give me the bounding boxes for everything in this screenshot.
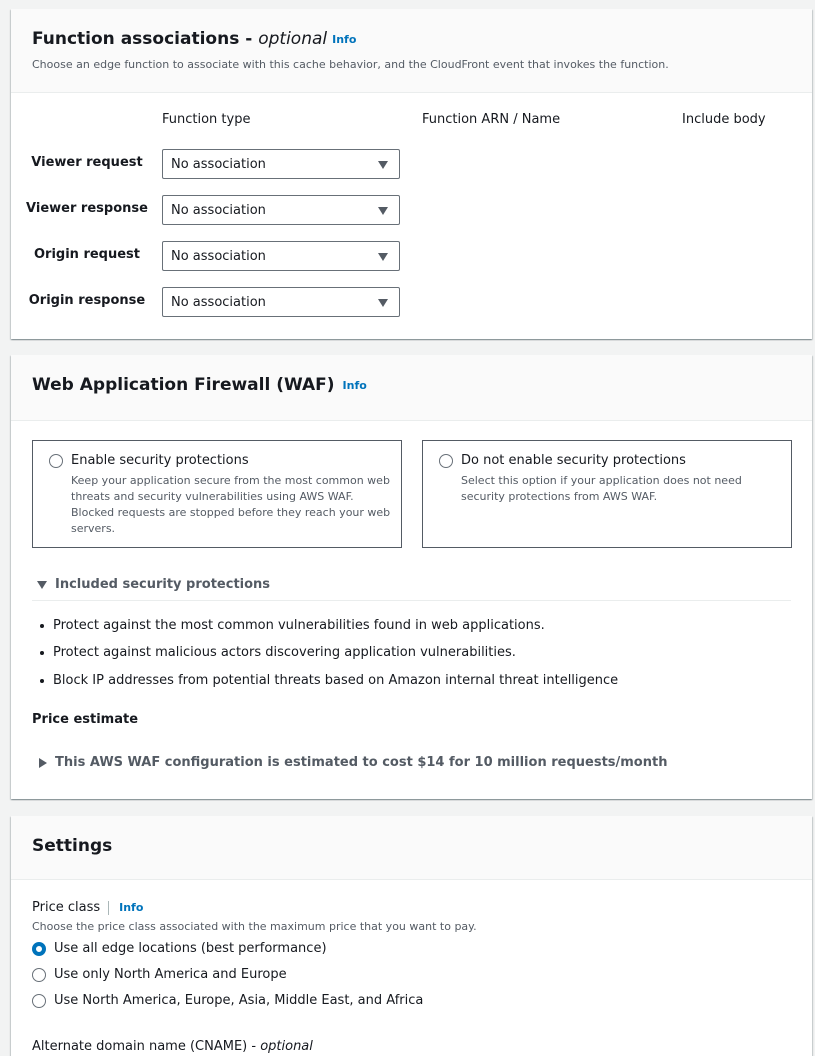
function-associations-title-text: Function associations -	[32, 29, 259, 49]
viewer-request-select-value: No association	[171, 157, 266, 172]
settings-panel	[11, 816, 812, 1056]
caret-down-icon	[378, 207, 388, 215]
cname-label-text: Alternate domain name (CNAME) -	[32, 1039, 261, 1054]
settings-title: Settings	[32, 836, 113, 856]
viewer-response-select-value: No association	[171, 203, 266, 218]
disable-security-description: Select this option if your application does not need security protections from AWS WAF.	[461, 474, 742, 503]
caret-right-icon[interactable]	[39, 758, 47, 768]
bullet-icon	[40, 624, 44, 628]
column-function-arn: Function ARN / Name	[422, 112, 561, 127]
included-protections-divider	[32, 600, 791, 601]
included-item	[38, 673, 618, 688]
price-class-na-eu-label[interactable]: Use only North America and Europe	[54, 967, 287, 982]
row-label-origin-request: Origin request	[33, 247, 141, 262]
viewer-request-select[interactable]	[162, 149, 400, 179]
price-class-info-link[interactable]: Info	[119, 901, 144, 914]
price-class-label	[32, 900, 143, 915]
waf-panel	[11, 355, 812, 799]
included-item-text: Protect against the most common vulnerabilities found in web applications.	[53, 618, 545, 633]
settings-header	[11, 816, 812, 880]
price-class-na-eu-asia-radio[interactable]	[32, 994, 46, 1008]
disable-security-tile[interactable]	[422, 440, 792, 548]
origin-response-select-value: No association	[171, 295, 266, 310]
waf-header	[11, 355, 812, 421]
function-associations-header	[11, 9, 812, 93]
bullet-icon	[40, 651, 44, 655]
column-include-body: Include body	[682, 112, 766, 127]
bullet-icon	[40, 679, 44, 683]
origin-response-select[interactable]	[162, 287, 400, 317]
price-estimate-toggle[interactable]: This AWS WAF configuration is estimated to cost $14 for 10 million requests/month	[55, 755, 668, 770]
separator	[108, 901, 109, 915]
included-protections-toggle[interactable]: Included security protections	[55, 577, 271, 592]
enable-security-title: Enable security protections	[71, 453, 249, 468]
price-class-all-radio[interactable]	[32, 942, 46, 956]
enable-security-radio[interactable]	[49, 454, 63, 468]
cname-optional: optional	[260, 1039, 313, 1054]
function-associations-panel	[11, 9, 812, 339]
viewer-response-select[interactable]	[162, 195, 400, 225]
included-item-text: Protect against malicious actors discovering application vulnerabilities.	[53, 645, 516, 660]
included-item-text: Block IP addresses from potential threats based on Amazon internal threat intelligence	[53, 673, 619, 688]
cname-label	[32, 1039, 313, 1054]
row-label-origin-response: Origin response	[28, 293, 146, 308]
enable-security-tile[interactable]	[32, 440, 402, 548]
origin-request-select[interactable]	[162, 241, 400, 271]
disable-security-title: Do not enable security protections	[461, 453, 686, 468]
caret-down-icon	[378, 161, 388, 169]
included-item	[38, 645, 516, 660]
waf-title	[32, 375, 367, 395]
caret-down-icon	[378, 299, 388, 307]
column-function-type: Function type	[162, 112, 251, 127]
function-associations-optional: optional	[258, 29, 328, 49]
price-class-na-eu-radio[interactable]	[32, 968, 46, 982]
function-associations-info-link[interactable]: Info	[332, 32, 357, 46]
price-class-description: Choose the price class associated with the maximum price that you want to pay.	[32, 920, 477, 933]
function-associations-title	[32, 29, 356, 49]
price-class-na-eu-asia-label[interactable]: Use North America, Europe, Asia, Middle East, and Africa	[54, 993, 424, 1008]
enable-security-description: Keep your application secure from the most common web threats and security vulnerabilities using AWS WAF. Blocked requests are stopped before they reach your web servers.	[71, 474, 391, 535]
waf-info-link[interactable]: Info	[342, 378, 367, 392]
price-class-label-text: Price class	[32, 900, 101, 915]
caret-down-icon[interactable]	[37, 581, 47, 589]
disable-security-radio[interactable]	[439, 454, 453, 468]
row-label-viewer-response: Viewer response	[26, 201, 148, 216]
waf-title-text: Web Application Firewall (WAF)	[32, 375, 335, 395]
price-class-all-label[interactable]: Use all edge locations (best performance)	[54, 941, 327, 956]
included-item	[38, 618, 545, 633]
function-associations-description: Choose an edge function to associate with this cache behavior, and the CloudFront event that invokes the function.	[32, 58, 669, 71]
row-label-viewer-request: Viewer request	[31, 155, 143, 170]
caret-down-icon	[378, 253, 388, 261]
origin-request-select-value: No association	[171, 249, 266, 264]
price-estimate-label: Price estimate	[32, 712, 139, 727]
